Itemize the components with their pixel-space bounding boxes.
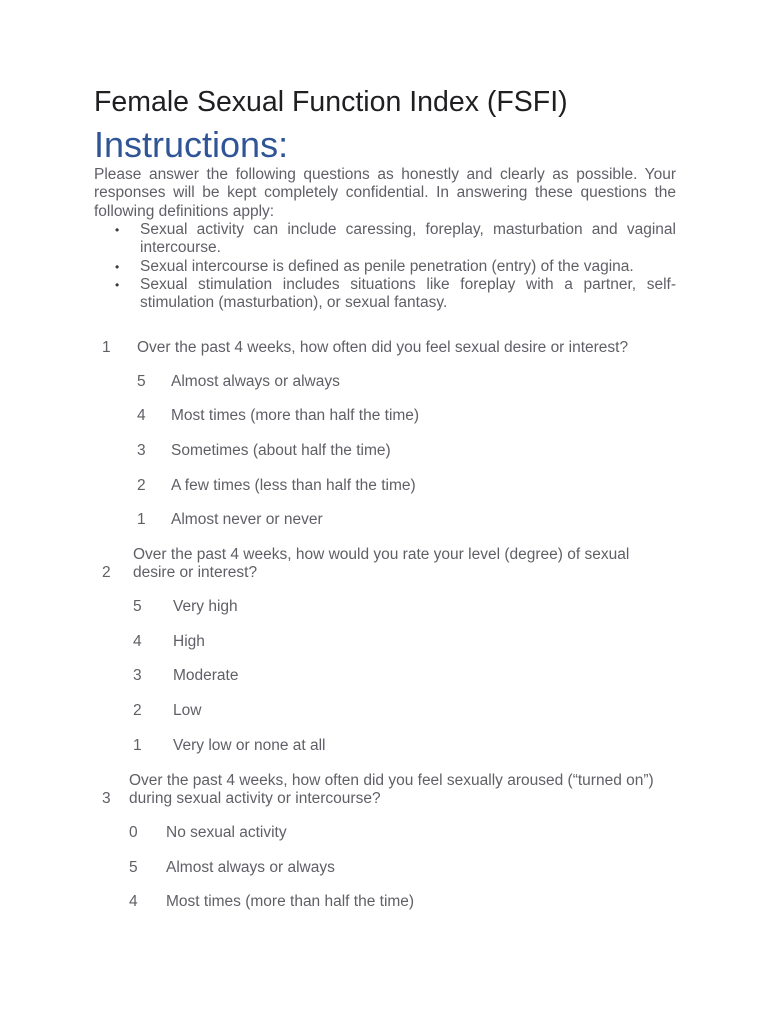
question-number: 3 [102,790,111,807]
option-label: A few times (less than half the time) [171,477,416,494]
bullet-icon: • [115,259,120,274]
option-label: Most times (more than half the time) [171,407,420,424]
option-label: Almost always or always [171,373,340,390]
option-value: 1 [133,737,142,754]
question-text: Over the past 4 weeks, how often did you feel sexual desire or interest? [137,339,629,356]
bullet-icon: • [115,277,120,292]
instructions-heading: Instructions: [94,124,289,165]
option-label: Almost never or never [171,511,323,528]
option-value: 5 [137,373,146,390]
option-label: Moderate [173,667,239,684]
option-label: No sexual activity [166,824,287,841]
instructions-intro: Please answer the following questions as honestly and clearly as possible. Your responses will be kept completely confidential. In answering these questions the following definitions apply: [94,166,676,220]
option-value: 2 [137,477,146,494]
question-number: 1 [102,339,111,356]
option-value: 0 [129,824,138,841]
option-value: 4 [129,893,138,910]
option-value: 5 [133,598,142,615]
document-title: Female Sexual Function Index (FSFI) [94,86,568,118]
option-label: High [173,633,205,650]
option-label: Most times (more than half the time) [166,893,415,910]
option-label: Sometimes (about half the time) [171,442,391,459]
definitions-list [94,221,676,312]
option-value: 3 [133,667,142,684]
question-number: 2 [102,564,111,581]
option-value: 2 [133,702,142,719]
option-value: 5 [129,859,138,876]
definition-item [94,258,676,276]
option-value: 4 [133,633,142,650]
option-value: 1 [137,511,146,528]
option-label: Low [173,702,202,719]
option-value: 3 [137,442,146,459]
question-text: Over the past 4 weeks, how often did you feel sexually aroused (“turned on”) during sexual activity or intercourse? [129,772,654,808]
definition-item [94,221,676,258]
option-label: Very low or none at all [173,737,326,754]
question-text: Over the past 4 weeks, how would you rate your level (degree) of sexual desire or interest? [133,546,630,582]
definition-text: Sexual intercourse is defined as penile penetration (entry) of the vagina. [140,257,634,275]
option-label: Almost always or always [166,859,335,876]
definition-text: Sexual stimulation includes situations like foreplay with a partner, self-stimulation (masturbation), or sexual fantasy. [140,275,676,312]
definition-item [94,276,676,313]
option-label: Very high [173,598,238,615]
bullet-icon: • [115,223,120,237]
option-value: 4 [137,407,146,424]
definition-text: Sexual activity can include caressing, foreplay, masturbation and vaginal intercourse. [140,221,676,257]
